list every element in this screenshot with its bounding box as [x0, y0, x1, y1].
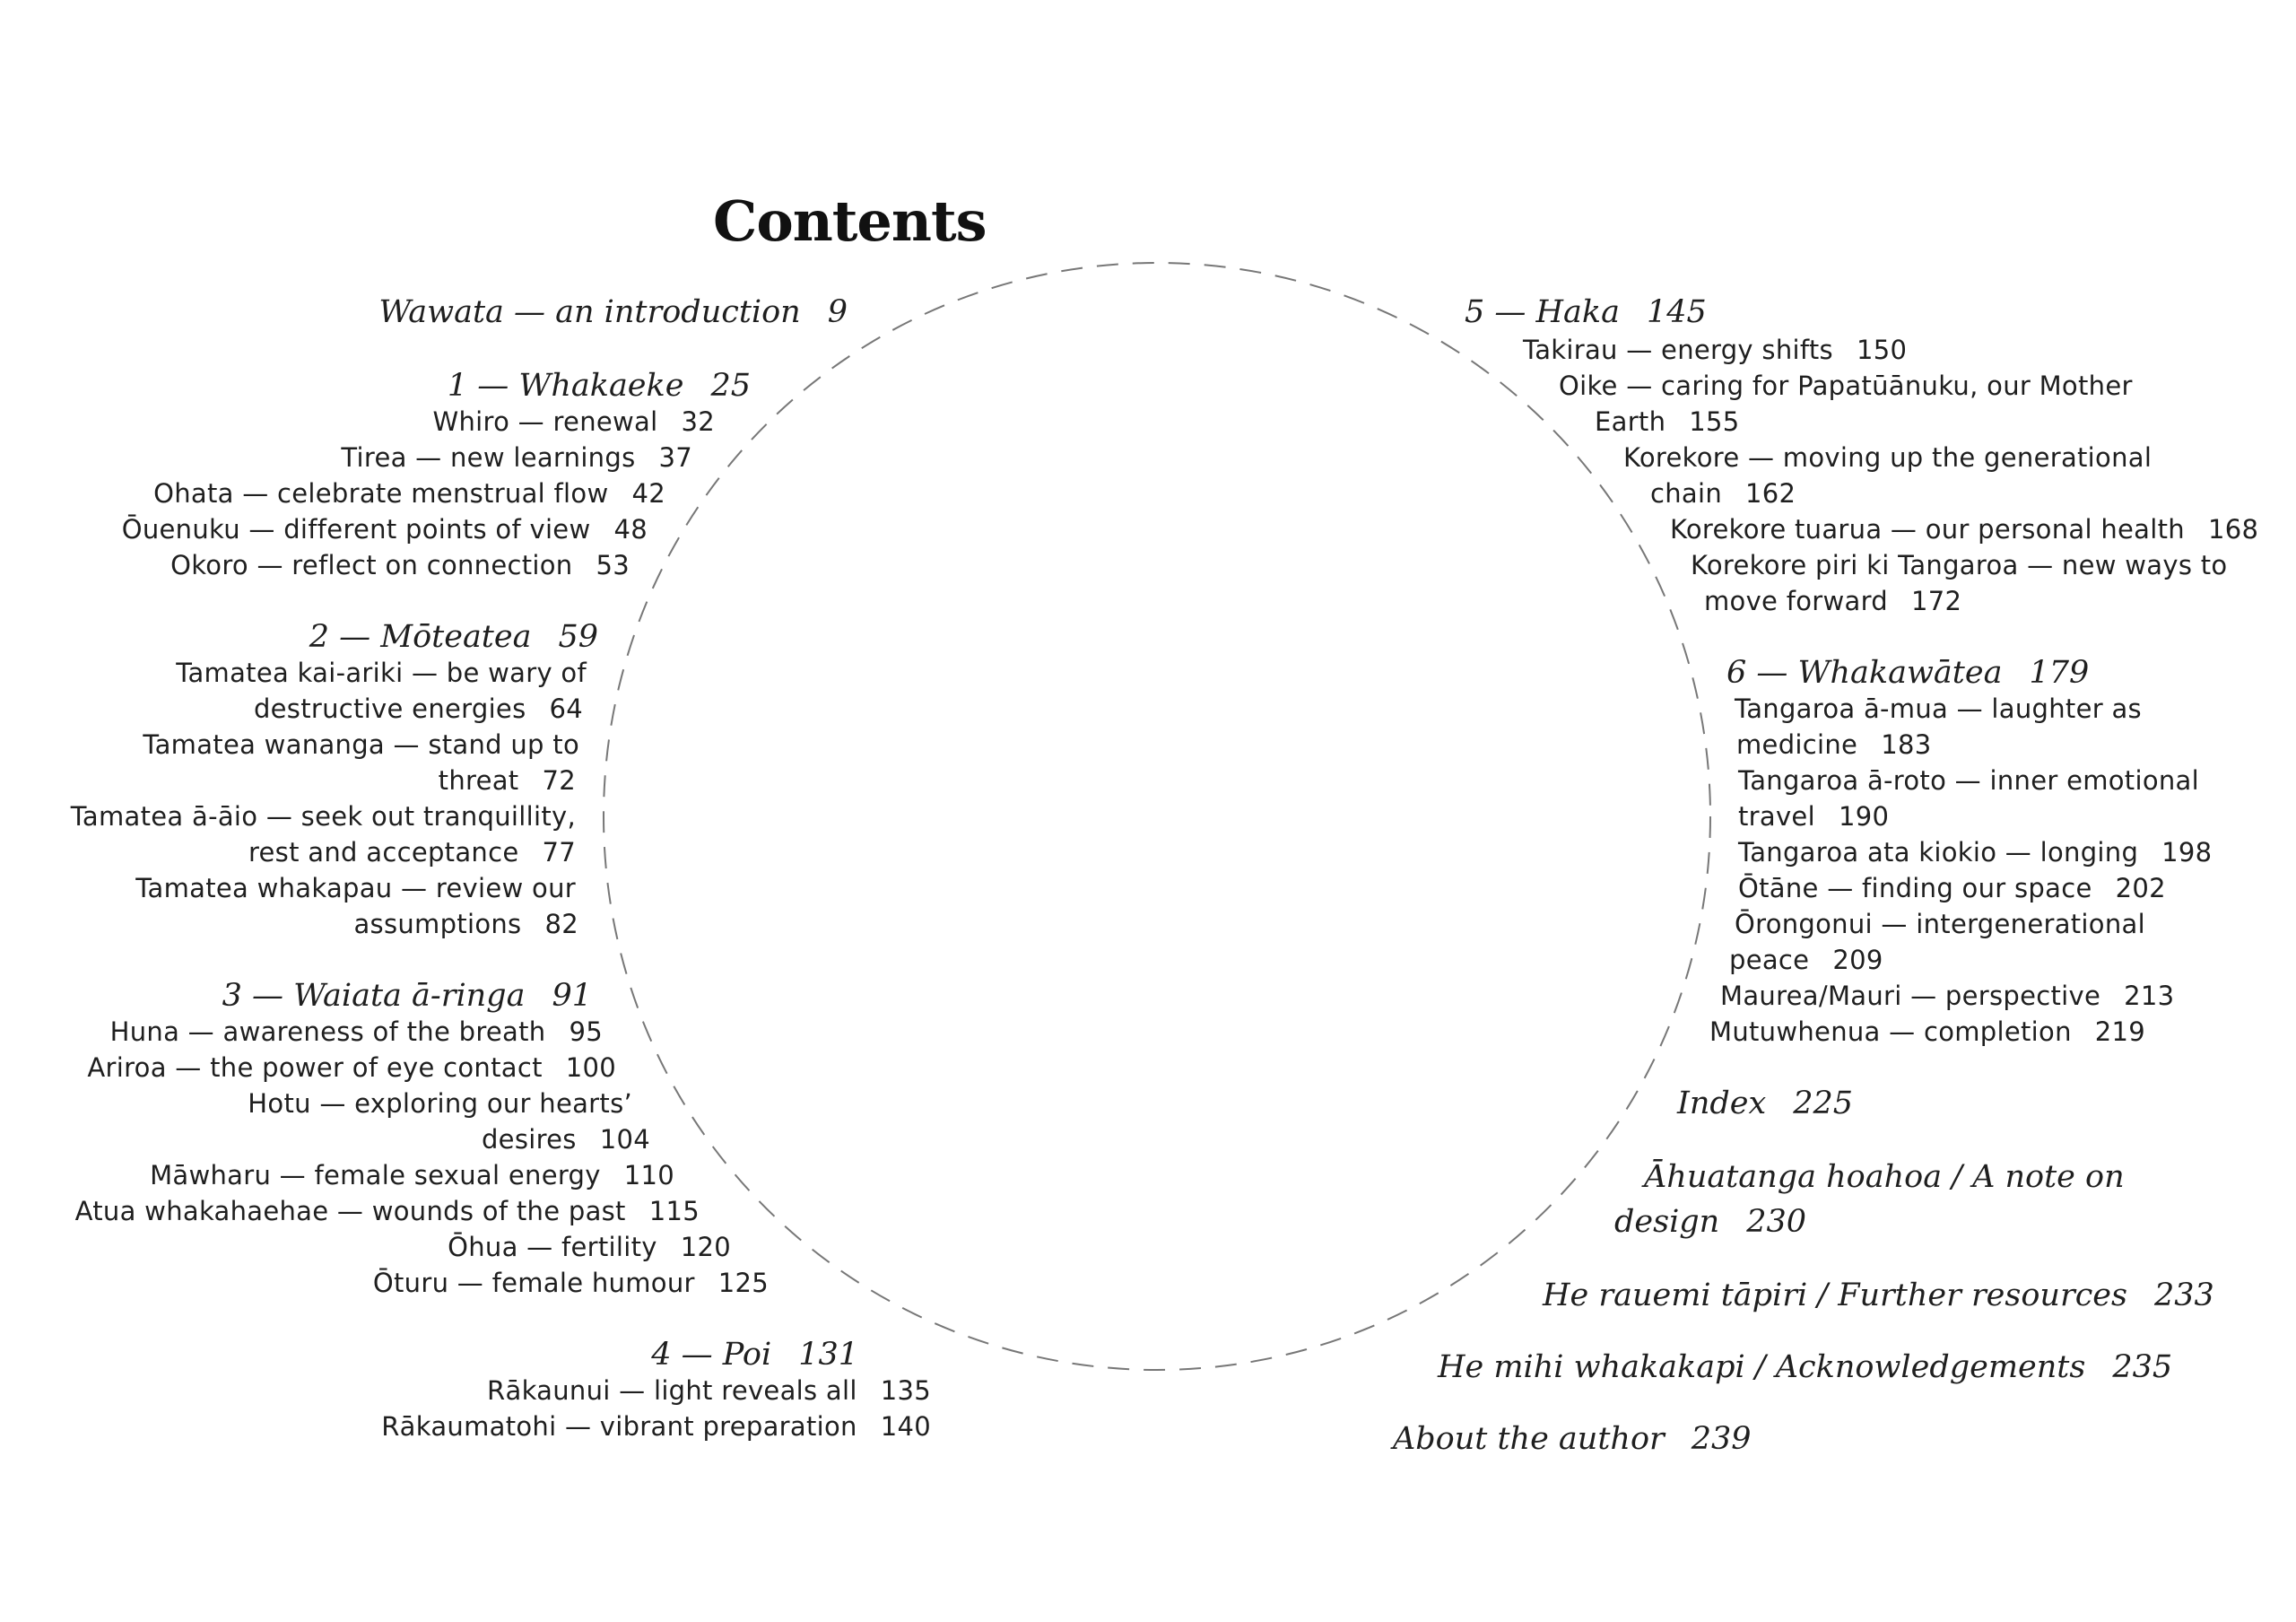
toc-entry-page: 162 [1745, 478, 1796, 509]
toc-entry-label: threat [438, 765, 519, 796]
toc-entry-label: Wawata — an introduction [378, 294, 801, 330]
toc-entry[interactable] [373, 1265, 769, 1301]
toc-entry-label: He rauemi tāpiri / Further resources [1543, 1278, 2127, 1313]
toc-entry[interactable] [176, 655, 587, 691]
toc-entry[interactable] [75, 1193, 700, 1229]
toc-entry[interactable] [1738, 834, 2212, 870]
toc-entry-page: 125 [718, 1268, 769, 1298]
toc-entry-label: Tangaroa ā-mua — laughter as [1735, 693, 2142, 724]
toc-entry-label: Atua whakahaehae — wounds of the past [74, 1196, 626, 1226]
toc-entry[interactable] [135, 870, 576, 906]
toc-entry[interactable] [482, 1121, 650, 1157]
toc-entry-label: Tangaroa ā-roto — inner emotional [1738, 765, 2199, 796]
toc-entry-page: 198 [2161, 837, 2213, 868]
toc-entry-label: Tirea — new learnings [341, 442, 636, 473]
toc-entry-label: assumptions [353, 909, 522, 939]
toc-entry-label: About the author [1393, 1421, 1665, 1457]
toc-entry[interactable] [1559, 368, 2133, 404]
toc-entry-further-resources[interactable] [1543, 1276, 2214, 1315]
toc-entry-label: Ariroa — the power of eye contact [87, 1052, 543, 1083]
toc-entry[interactable] [433, 404, 716, 440]
toc-entry-page: 168 [2207, 514, 2259, 545]
toc-entry[interactable] [87, 1050, 616, 1086]
toc-entry-label: Rākaumatohi — vibrant preparation [381, 1411, 857, 1442]
toc-entry-page: 239 [1691, 1421, 1752, 1457]
toc-entry-label: 6 — Whakawātea [1726, 655, 2003, 691]
toc-entry-page: 183 [1881, 729, 1932, 760]
toc-entry-index[interactable] [1677, 1084, 1853, 1123]
toc-entry-section-5[interactable] [1465, 292, 1707, 332]
toc-entry-label: chain [1650, 478, 1723, 509]
toc-entry-label: Māwharu — female sexual energy [150, 1160, 601, 1190]
toc-entry-page: 179 [2029, 655, 2090, 691]
toc-entry-page: 32 [681, 406, 715, 437]
toc-entry-label: He mihi whakakapi / Acknowledgements [1438, 1349, 2086, 1385]
toc-entry[interactable] [1670, 511, 2258, 547]
toc-entry[interactable] [1735, 906, 2145, 942]
toc-entry-label: 4 — Poi [651, 1337, 772, 1373]
toc-entry-label: Takirau — energy shifts [1523, 335, 1833, 365]
toc-entry-label: Tamatea kai-ariki — be wary of [176, 658, 587, 688]
toc-entry-label: Huna — awareness of the breath [109, 1016, 546, 1047]
toc-entry-label: Rākaunui — light reveals all [487, 1375, 857, 1406]
toc-entry-page: 110 [623, 1160, 674, 1190]
toc-entry[interactable] [1595, 404, 1740, 440]
toc-entry-section-6[interactable] [1726, 653, 2089, 693]
toc-entry[interactable] [254, 691, 583, 727]
toc-entry[interactable] [381, 1408, 931, 1444]
toc-entry-page: 225 [1793, 1086, 1854, 1121]
toc-entry-label: travel [1738, 801, 1815, 832]
toc-entry[interactable] [439, 763, 576, 798]
toc-entry-label: Mutuwhenua — completion [1709, 1016, 2072, 1047]
toc-entry-label: Ōrongonui — intergenerational [1735, 909, 2145, 939]
toc-entry-page: 145 [1646, 294, 1707, 330]
toc-entry[interactable] [1738, 798, 1889, 834]
toc-entry[interactable] [341, 440, 692, 475]
toc-entry-label: Ōuenuku — different points of view [121, 514, 591, 545]
toc-entry[interactable] [143, 727, 579, 763]
toc-entry-label: Ōturu — female humour [372, 1268, 695, 1298]
toc-entry-label: Āhuatanga hoahoa / A note on [1644, 1159, 2125, 1195]
toc-entry-label: Okoro — reflect on connection [170, 550, 573, 580]
toc-entry-section-4[interactable] [651, 1335, 858, 1374]
toc-entry-page: 172 [1911, 586, 1962, 616]
toc-entry-label: Korekore tuarua — our personal health [1670, 514, 2185, 545]
toc-entry-page: 120 [680, 1232, 731, 1262]
toc-entry[interactable] [353, 906, 578, 942]
toc-entry[interactable] [487, 1373, 931, 1408]
toc-entry-label: destructive energies [253, 693, 526, 724]
toc-entry-page: 91 [552, 978, 592, 1014]
toc-entry[interactable] [1623, 440, 2152, 475]
toc-entry-label: Maurea/Mauri — perspective [1720, 981, 2101, 1011]
toc-entry-page: 233 [2153, 1278, 2214, 1313]
toc-entry-design-note[interactable] [1644, 1157, 2125, 1197]
toc-entry-label: Index [1677, 1086, 1767, 1121]
toc-entry-page: 42 [631, 478, 665, 509]
toc-entry-section-3[interactable] [222, 976, 592, 1016]
toc-entry-label: Ohata — celebrate menstrual flow [153, 478, 609, 509]
toc-entry-page: 77 [542, 837, 576, 868]
toc-entry-label: Tamatea ā-āio — seek out tranquillity, [70, 801, 576, 832]
toc-entry-label: medicine [1736, 729, 1858, 760]
toc-entry-page: 25 [710, 368, 751, 404]
toc-entry[interactable] [448, 1229, 731, 1265]
toc-entry[interactable] [248, 834, 576, 870]
toc-entry[interactable] [1650, 475, 1796, 511]
toc-entry-label: design [1614, 1204, 1720, 1240]
toc-entry-page: 82 [544, 909, 578, 939]
toc-entry[interactable] [1738, 763, 2199, 798]
toc-entry[interactable] [1736, 727, 1931, 763]
toc-entry-about-author[interactable] [1393, 1419, 1752, 1459]
toc-entry-page: 59 [558, 619, 598, 655]
toc-entry[interactable] [1691, 547, 2227, 583]
toc-entry-design-note-cont[interactable] [1614, 1202, 1806, 1242]
toc-entry-page: 209 [1832, 945, 1883, 975]
toc-entry-label: 1 — Whakaeke [447, 368, 684, 404]
toc-entry-label: Ōtāne — finding our space [1738, 873, 2092, 903]
toc-entry-label: Tamatea wananga — stand up to [143, 729, 579, 760]
toc-entry-page: 131 [798, 1337, 858, 1373]
toc-entry-label: Hotu — exploring our hearts’ [248, 1088, 632, 1119]
page-title: Contents [713, 188, 987, 254]
toc-entry-introduction[interactable] [378, 292, 848, 332]
toc-entry-page: 72 [542, 765, 576, 796]
toc-entry-label: move forward [1704, 586, 1888, 616]
toc-entry-label: desires [481, 1124, 577, 1155]
toc-entry-label: 5 — Haka [1465, 294, 1620, 330]
toc-entry[interactable] [248, 1086, 632, 1121]
toc-entry-page: 64 [549, 693, 583, 724]
toc-entry[interactable] [71, 798, 576, 834]
toc-entry-page: 190 [1838, 801, 1890, 832]
toc-entry-page: 48 [613, 514, 648, 545]
toc-entry-label: Tangaroa ata kiokio — longing [1738, 837, 2139, 868]
toc-entry-page: 219 [2094, 1016, 2146, 1047]
toc-entry-page: 100 [565, 1052, 616, 1083]
toc-entry[interactable] [1729, 942, 1883, 978]
toc-entry-label: Tamatea whakapau — review our [135, 873, 576, 903]
toc-entry-section-1[interactable] [448, 366, 751, 406]
toc-entry-section-2[interactable] [309, 617, 598, 657]
toc-entry[interactable] [170, 547, 630, 583]
toc-entry[interactable] [1704, 583, 1961, 619]
toc-entry[interactable] [122, 511, 648, 547]
toc-entry[interactable] [150, 1157, 674, 1193]
toc-entry-page: 140 [880, 1411, 931, 1442]
toc-entry-acknowledgements[interactable] [1438, 1347, 2172, 1387]
toc-entry[interactable] [110, 1014, 603, 1050]
toc-entry-page: 150 [1856, 335, 1908, 365]
toc-entry-page: 37 [658, 442, 692, 473]
toc-entry[interactable] [1738, 870, 2166, 906]
toc-entry-label: Oike — caring for Papatūānuku, our Mother [1559, 371, 2133, 401]
toc-entry-label: peace [1729, 945, 1810, 975]
toc-entry-page: 235 [2112, 1349, 2173, 1385]
toc-entry[interactable] [1709, 1014, 2145, 1050]
toc-entry-label: 3 — Waiata ā-ringa [222, 978, 526, 1014]
toc-entry-page: 9 [827, 294, 848, 330]
toc-entry-label: rest and acceptance [248, 837, 519, 868]
toc-entry-label: Korekore — moving up the generational [1623, 442, 2152, 473]
toc-entry-label: 2 — Mōteatea [309, 619, 532, 655]
toc-entry-page: 213 [2124, 981, 2175, 1011]
toc-entry-label: Whiro — renewal [432, 406, 658, 437]
toc-entry-page: 115 [648, 1196, 700, 1226]
toc-entry-label: Earth [1595, 406, 1666, 437]
toc-entry-label: Ōhua — fertility [448, 1232, 657, 1262]
toc-entry[interactable] [1720, 978, 2174, 1014]
toc-entry[interactable] [1523, 332, 1907, 368]
toc-entry[interactable] [153, 475, 665, 511]
toc-entry-page: 95 [569, 1016, 603, 1047]
toc-entry-page: 104 [599, 1124, 650, 1155]
toc-entry-page: 230 [1746, 1204, 1807, 1240]
toc-entry-page: 155 [1689, 406, 1740, 437]
toc-entry[interactable] [1735, 691, 2142, 727]
toc-entry-page: 135 [880, 1375, 931, 1406]
toc-entry-label: Korekore piri ki Tangaroa — new ways to [1691, 550, 2228, 580]
toc-entry-page: 202 [2115, 873, 2166, 903]
toc-entry-page: 53 [596, 550, 630, 580]
